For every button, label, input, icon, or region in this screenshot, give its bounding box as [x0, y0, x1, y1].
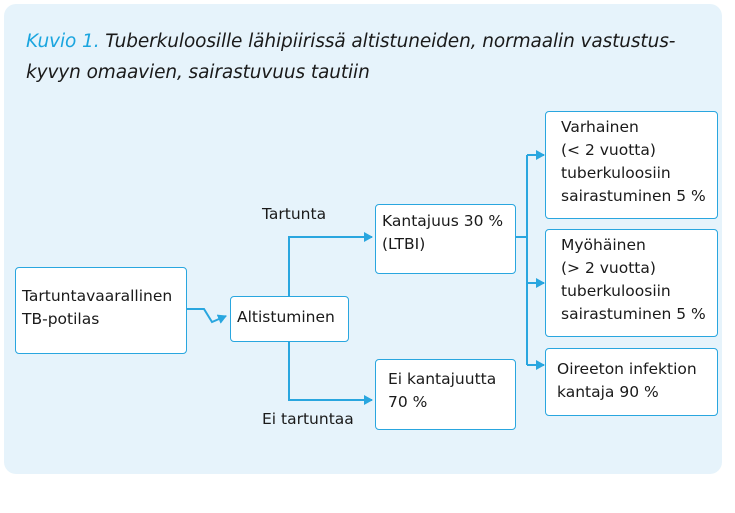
- node-carrier: Kantajuus 30 % (LTBI): [375, 204, 516, 274]
- figure-caption: Tuberkuloosille lähipiirissä altistuneiden, normaalin vastustus-kyvyn omaavien, sairastuvuus tautiin: [26, 31, 676, 83]
- arrow-exposure-to-carrier: [289, 237, 372, 296]
- figure-number: Kuvio 1.: [26, 31, 100, 52]
- arrow-exposure-to-non-carrier: [289, 341, 372, 400]
- node-late: Myöhäinen (> 2 vuotta) tuberkuloosiin sairastuminen 5 %: [545, 229, 718, 337]
- arrow-patient-to-exposure: [186, 309, 226, 322]
- node-non-carrier: Ei kantajuutta 70 %: [375, 359, 516, 430]
- label-no-infection: Ei tartuntaa: [262, 410, 354, 428]
- label-infection: Tartunta: [262, 205, 327, 223]
- node-exposure: Altistuminen: [230, 296, 349, 342]
- node-asymptomatic: Oireeton infektion kantaja 90 %: [545, 348, 718, 416]
- node-early: Varhainen (< 2 vuotta) tuberkuloosiin sairastuminen 5 %: [545, 111, 718, 219]
- node-patient: Tartuntavaarallinen TB-potilas: [15, 267, 187, 354]
